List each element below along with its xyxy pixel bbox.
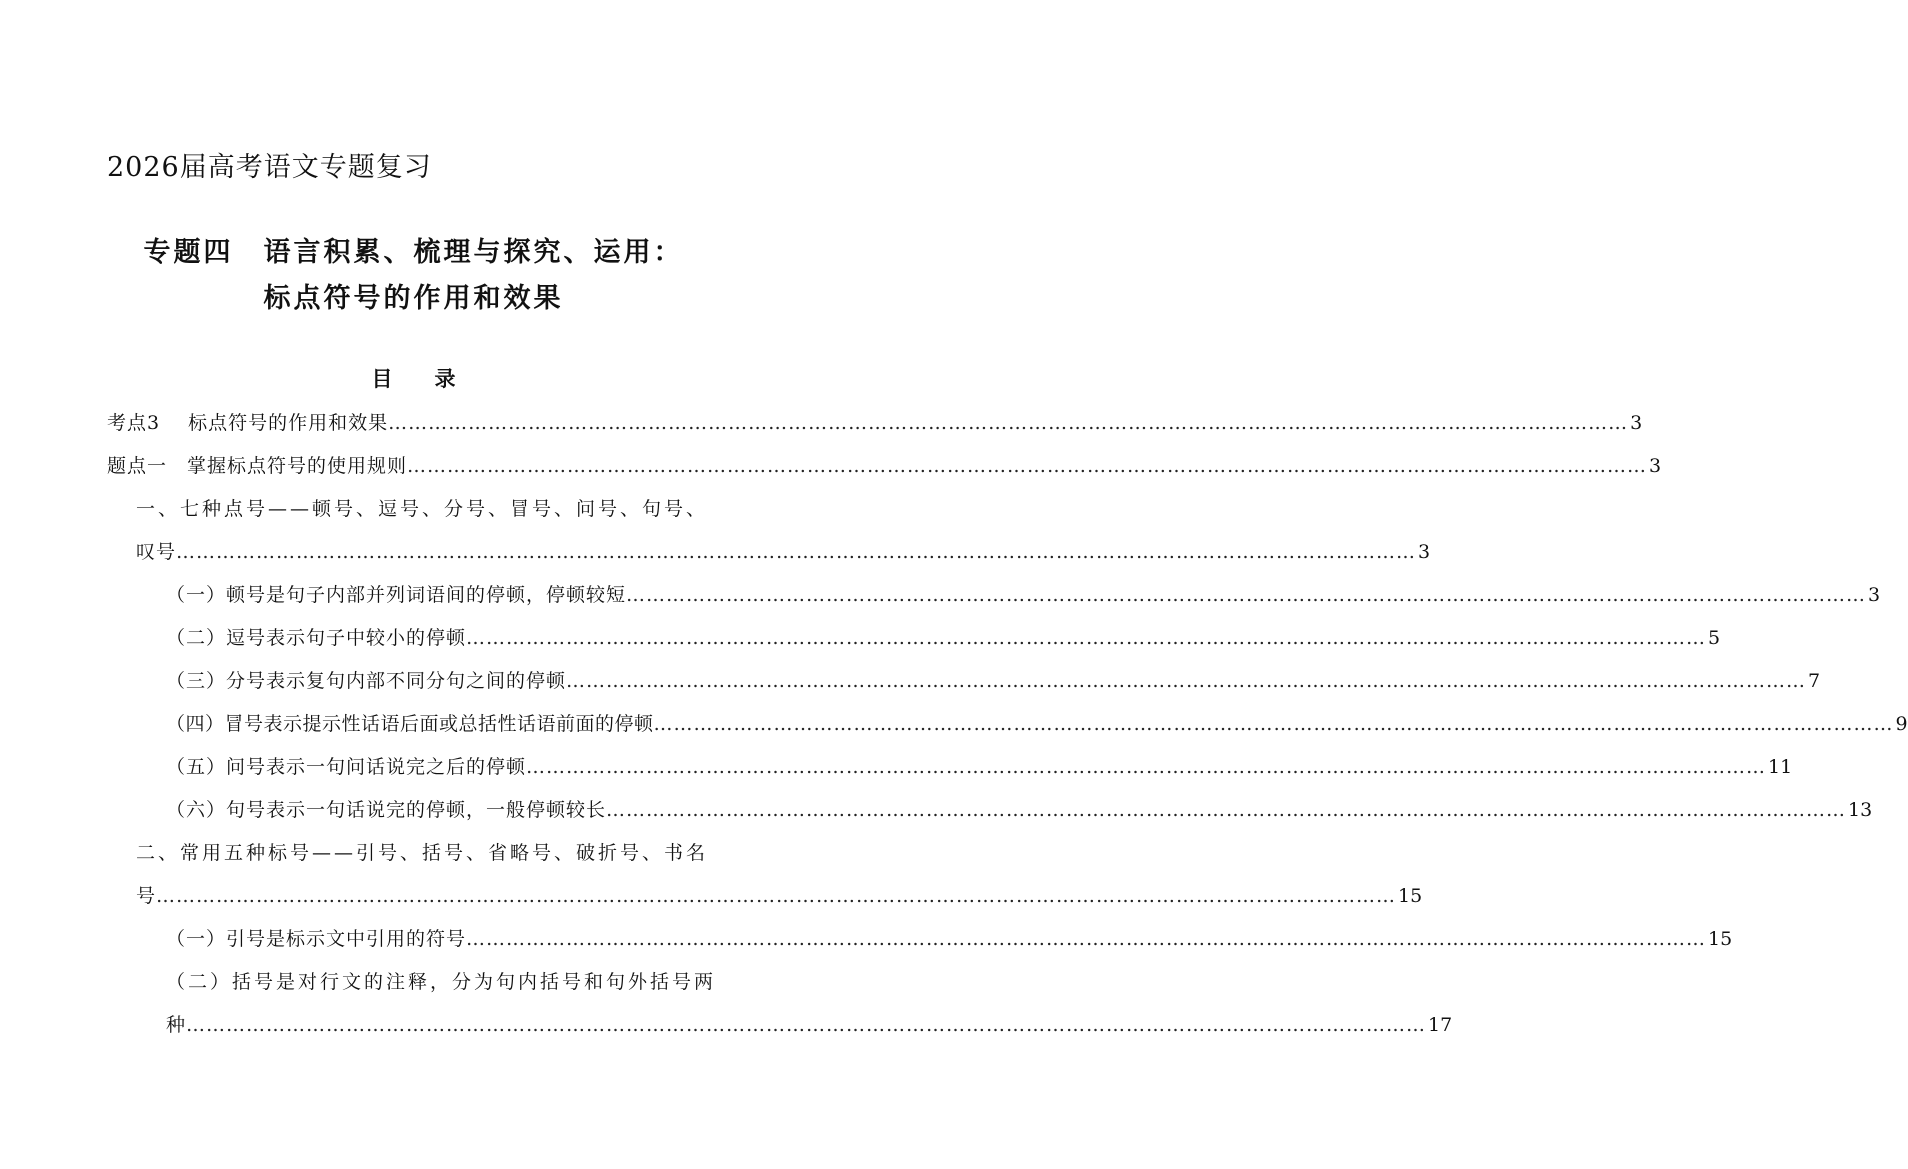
toc-entry[interactable] [166, 924, 1733, 950]
toc-entry[interactable] [136, 881, 1423, 907]
toc-heading-char-1: 目 [371, 366, 393, 391]
toc-entry[interactable] [166, 709, 1908, 735]
toc-heading-char-2: 录 [434, 366, 456, 391]
toc-leader-dots: …………………………………………………………………………………………………………………………………………………………………… [156, 885, 1397, 907]
toc-page-number: 9 [1895, 713, 1908, 735]
toc-leader-dots: …………………………………………………………………………………………………………………………………………………………………… [526, 756, 1767, 778]
document-title: 2026届高考语文专题复习 [107, 152, 432, 183]
toc-entry[interactable] [107, 451, 1662, 477]
toc-entry-text: （四）冒号表示提示性话语后面或总括性话语前面的停顿 [166, 713, 654, 735]
toc-leader-dots: …………………………………………………………………………………………………………………………………………………………………… [653, 713, 1894, 735]
toc-leader-dots: …………………………………………………………………………………………………………………………………………………………………… [176, 541, 1417, 563]
toc-entry-label: 考点3 [107, 412, 161, 434]
toc-page-number: 3 [1630, 412, 1643, 434]
toc-entry-text-line-2: 叹号 [136, 541, 177, 563]
toc-entry-text-line-2: 种 [166, 1014, 187, 1036]
toc-entry[interactable] [107, 408, 1643, 434]
toc-entry-text: （二）逗号表示句子中较小的停顿 [166, 627, 467, 649]
toc-entry-text: （一）顿号是句子内部并列词语间的停顿，停顿较短 [166, 584, 627, 606]
toc-page-number: 15 [1398, 885, 1423, 907]
toc-entry-text: （五）问号表示一句问话说完之后的停顿 [166, 756, 527, 778]
toc-heading [0, 363, 827, 393]
toc-page-number: 11 [1768, 756, 1793, 778]
toc-entry[interactable] [166, 752, 1793, 778]
toc-entry[interactable] [166, 1010, 1453, 1036]
toc-page-number: 7 [1808, 670, 1821, 692]
topic-title-line-1: 专题四 语言积累、梳理与探究、运用： [143, 237, 684, 268]
toc-leader-dots: …………………………………………………………………………………………………………………………………………………………………… [466, 928, 1707, 950]
toc-entry-text-line-1[interactable]: 二、常用五种标号——引号、括号、省略号、破折号、书名 [136, 842, 709, 864]
toc-entry[interactable] [136, 537, 1431, 563]
toc-page-number: 3 [1649, 455, 1662, 477]
toc-leader-dots: …………………………………………………………………………………………………………………………………………………………………… [407, 455, 1648, 477]
toc-entry[interactable] [166, 795, 1873, 821]
toc-entry-text: 题点一 掌握标点符号的使用规则 [107, 455, 408, 477]
toc-entry-text-line-2: 号 [136, 885, 157, 907]
toc-entry-text: （一）引号是标示文中引用的符号 [166, 928, 467, 950]
toc-entry-text: （三）分号表示复句内部不同分句之间的停顿 [166, 670, 567, 692]
toc-page-number: 5 [1708, 627, 1721, 649]
toc-entry[interactable] [166, 666, 1821, 692]
toc-entry-text-line-1[interactable]: 一、七种点号——顿号、逗号、分号、冒号、问号、句号、 [136, 498, 709, 520]
toc-page-number: 15 [1708, 928, 1733, 950]
toc-page-number: 3 [1868, 584, 1881, 606]
toc-entry[interactable] [166, 623, 1721, 649]
toc-entry-text-line-1[interactable]: （二）括号是对行文的注释，分为句内括号和句外括号两 [166, 971, 717, 993]
toc-page-number: 3 [1418, 541, 1431, 563]
toc-leader-dots: …………………………………………………………………………………………………………………………………………………………………… [606, 799, 1847, 821]
toc-entry-text: 标点符号的作用和效果 [188, 412, 389, 434]
toc-leader-dots: …………………………………………………………………………………………………………………………………………………………………… [466, 627, 1707, 649]
topic-title-line-2: 标点符号的作用和效果 [263, 283, 564, 314]
toc-entry[interactable] [166, 580, 1881, 606]
toc-leader-dots: …………………………………………………………………………………………………………………………………………………………………… [388, 412, 1629, 434]
toc-leader-dots: …………………………………………………………………………………………………………………………………………………………………… [186, 1014, 1427, 1036]
toc-page-number: 17 [1428, 1014, 1453, 1036]
toc-leader-dots: …………………………………………………………………………………………………………………………………………………………………… [566, 670, 1807, 692]
toc-entry-text: （六）句号表示一句话说完的停顿，一般停顿较长 [166, 799, 607, 821]
toc-page-number: 13 [1848, 799, 1873, 821]
toc-leader-dots: …………………………………………………………………………………………………………………………………………………………………… [626, 584, 1867, 606]
